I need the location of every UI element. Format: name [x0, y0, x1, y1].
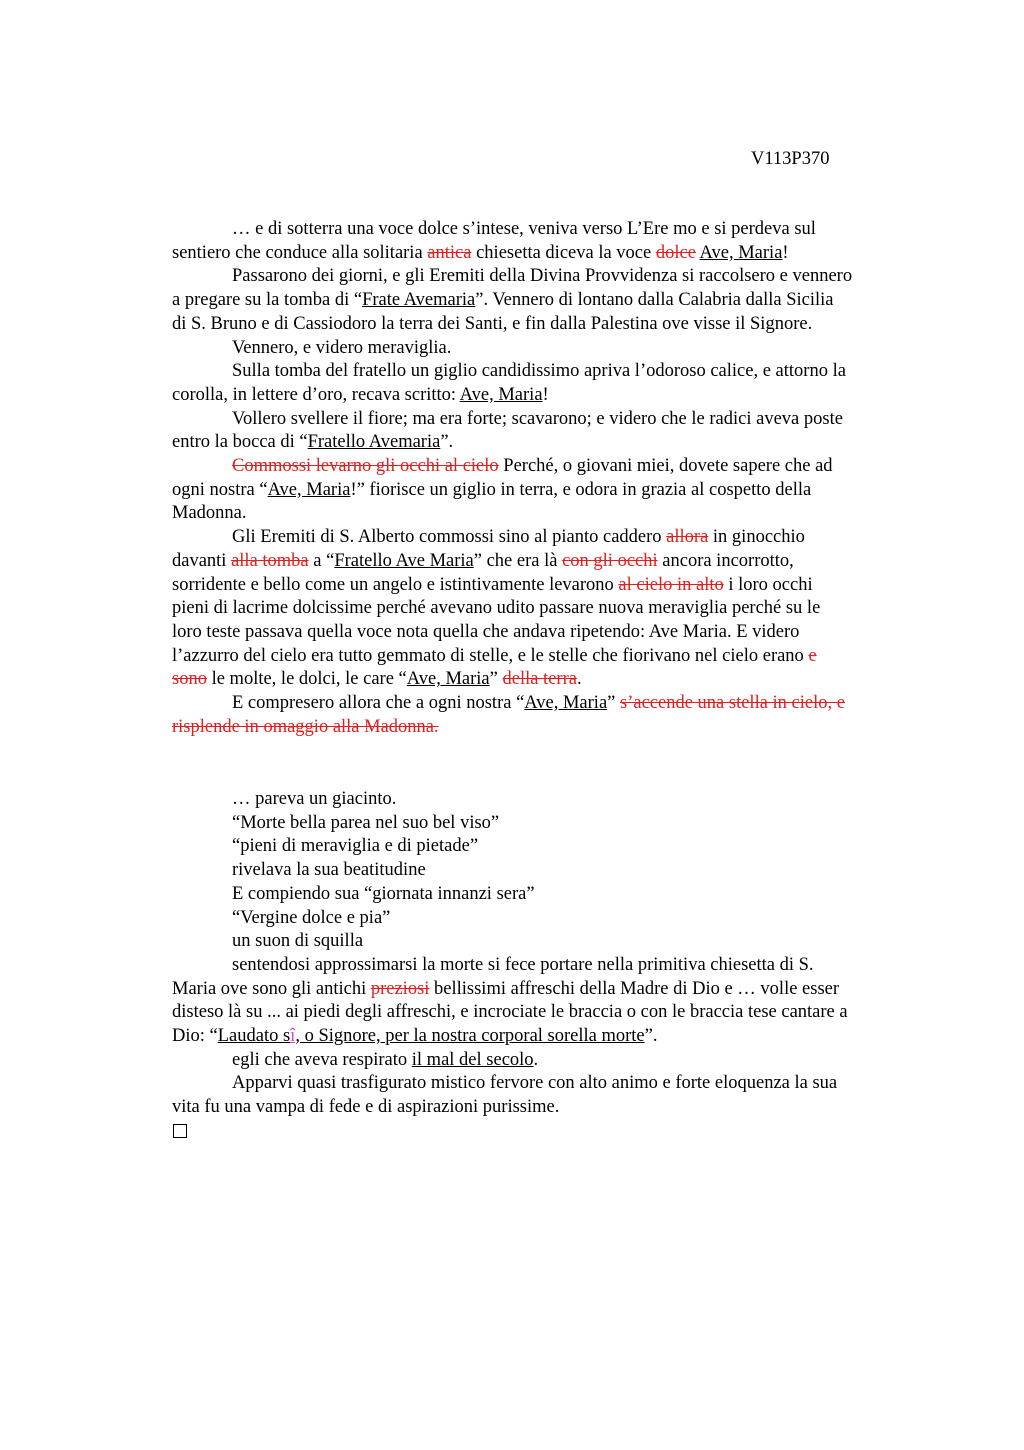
text-run: Perché, o giovani miei, dovete sapere che ad	[498, 456, 833, 477]
text-run: ”.	[644, 1026, 658, 1047]
text-block-notes	[172, 788, 942, 1120]
text-run: sentiero che conduce alla solitaria	[172, 242, 428, 263]
text-run: Gli Eremiti di S. Alberto commossi sino al pianto caddero	[232, 527, 667, 548]
text-run: Passarono dei giorni, e gli Eremiti della Divina Provvidenza si raccolsero e vennero	[232, 266, 853, 287]
text-run: !” fiorisce un giglio in terra, e odora in grazia al cospetto della	[350, 479, 812, 500]
underlined-text: Ave, Maria	[699, 242, 783, 263]
text-run: loro teste passava quella voce nota quella che andava ripetendo: Ave Maria. E videro	[172, 621, 800, 642]
text-run: ancora incorrotto,	[657, 550, 794, 571]
underlined-text: Ave, Maria	[406, 669, 490, 690]
text-run: rivelava la sua beatitudine	[232, 860, 426, 881]
text-run: sentendosi approssimarsi la morte si fece portare nella primitiva chiesetta di S.	[232, 954, 814, 975]
text-run: … e di sotterra una voce dolce s’intese, veniva verso L’Ere mo e si perdeva sul	[232, 219, 816, 239]
paragraph	[172, 692, 942, 739]
underlined-text: î	[290, 1026, 296, 1047]
text-run: corolla, in lettere d’oro, recava scritto:	[172, 384, 460, 405]
text-run: “Morte bella parea nel suo bel viso”	[232, 812, 500, 833]
text-run: Madonna.	[172, 503, 247, 524]
text-run: disteso là su ... ai piedi degli affreschi, e incrociate le braccia o con le braccia tese cantare a	[172, 1002, 848, 1023]
deleted-text: allora	[666, 527, 709, 548]
text-run: le molte, le dolci, le care “	[206, 669, 407, 690]
text-run: !	[542, 384, 549, 405]
text-run: .	[533, 1049, 539, 1070]
text-run: “Vergine dolce e pia”	[232, 907, 391, 928]
paragraph	[172, 812, 942, 836]
text-run: vita fu una vampa di fede e di aspirazioni purissime.	[172, 1097, 560, 1118]
text-run: ”. Vennero di lontano dalla Calabria dalla Sicilia	[475, 290, 834, 311]
paragraph	[172, 788, 942, 812]
text-run: in ginocchio	[708, 527, 805, 548]
text-run: a pregare su la tomba di “	[172, 290, 363, 311]
document-id: V113P370	[751, 149, 830, 169]
deleted-text: sono	[172, 669, 207, 690]
text-run: un suon di squilla	[232, 931, 364, 952]
deleted-text: alla tomba	[231, 550, 309, 571]
deleted-text: al cielo in alto	[618, 574, 724, 595]
text-run: Vollero svellere il fiore; ma era forte; scavarono; e videro che le radici aveva poste	[232, 408, 843, 429]
checkbox-square-symbol	[173, 1124, 187, 1138]
text-run: Sulla tomba del fratello un giglio candidissimo apriva l’odoroso calice, e attorno la	[232, 361, 846, 382]
deleted-text: e	[808, 645, 817, 666]
text-run: ”.	[440, 432, 454, 453]
deleted-text: s’accende una stella in cielo, e	[620, 693, 845, 714]
text-run: ogni nostra “	[172, 479, 268, 500]
deleted-text: con gli occhi	[562, 550, 658, 571]
paragraph	[172, 835, 942, 859]
paragraph	[172, 859, 942, 883]
text-run: ”	[489, 669, 503, 690]
text-run: entro la bocca di “	[172, 432, 308, 453]
text-run: E compresero allora che a ogni nostra “	[232, 693, 525, 714]
text-run: pieni di lacrime dolcissime perché avevano udito passare nuova meraviglia perché su le	[172, 598, 821, 619]
paragraph	[172, 526, 942, 692]
deleted-text: antica	[427, 242, 472, 263]
paragraph	[172, 265, 942, 336]
underlined-text: Laudato s	[217, 1026, 291, 1047]
text-run: davanti	[172, 550, 232, 571]
text-run: Dio: “	[172, 1026, 218, 1047]
text-run: i loro occhi	[723, 574, 813, 595]
text-run: bellissimi affreschi della Madre di Dio e … volle esser	[429, 978, 840, 999]
underlined-text: , o Signore, per la nostra corporal sorella morte	[295, 1026, 645, 1047]
underlined-text: il mal del secolo	[411, 1049, 534, 1070]
text-run: E compiendo sua “giornata innanzi sera”	[232, 883, 535, 904]
text-run: “pieni di meraviglia e di pietade”	[232, 836, 479, 857]
deleted-text: Commossi levarno gli occhi al cielo	[232, 456, 499, 477]
paragraph	[172, 218, 942, 265]
paragraph	[172, 1049, 942, 1073]
text-run: !	[782, 242, 789, 263]
text-run: di S. Bruno e di Cassiodoro la terra dei Santi, e fin dalla Palestina ove visse il Signore.	[172, 313, 813, 334]
paragraph	[172, 907, 942, 931]
underlined-text: Fratello Avemaria	[307, 432, 441, 453]
deleted-text: risplende in omaggio alla Madonna.	[172, 716, 439, 737]
text-run: Apparvi quasi trasfigurato mistico fervore con alto animo e forte eloquenza la sua	[232, 1073, 838, 1094]
paragraph	[172, 1072, 942, 1119]
underlined-text: Frate Avemaria	[362, 290, 476, 311]
text-run: chiesetta diceva la voce	[471, 242, 656, 263]
text-run: egli che aveva respirato	[232, 1049, 412, 1070]
deleted-text: della terra	[502, 669, 577, 690]
paragraph	[172, 883, 942, 907]
paragraph	[172, 930, 942, 954]
paragraph	[172, 337, 942, 361]
paragraph	[172, 954, 942, 1049]
text-run: ”	[607, 693, 620, 714]
text-run: Vennero, e videro meraviglia.	[232, 337, 452, 358]
text-run: .	[576, 669, 582, 690]
text-block-main	[172, 218, 942, 739]
text-run: Maria ove sono gli antichi	[172, 978, 371, 999]
underlined-text: Ave, Maria	[459, 384, 543, 405]
underlined-text: Fratello Ave Maria	[334, 550, 474, 571]
text-run: l’azzurro del cielo era tutto gemmato di stelle, e le stelle che fiorivano nel cielo erano	[172, 645, 809, 666]
paragraph	[172, 408, 942, 455]
text-run: … pareva un giacinto.	[232, 789, 397, 809]
text-run: ” che era là	[473, 550, 563, 571]
paragraph	[172, 360, 942, 407]
deleted-text: dolce	[655, 242, 696, 263]
underlined-text: Ave, Maria	[267, 479, 351, 500]
text-run: sorridente e bello come un angelo e istintivamente levarono	[172, 574, 619, 595]
text-run: a “	[308, 550, 335, 571]
deleted-text: preziosi	[370, 978, 430, 999]
underlined-text: Ave, Maria	[524, 693, 608, 714]
paragraph	[172, 455, 942, 526]
